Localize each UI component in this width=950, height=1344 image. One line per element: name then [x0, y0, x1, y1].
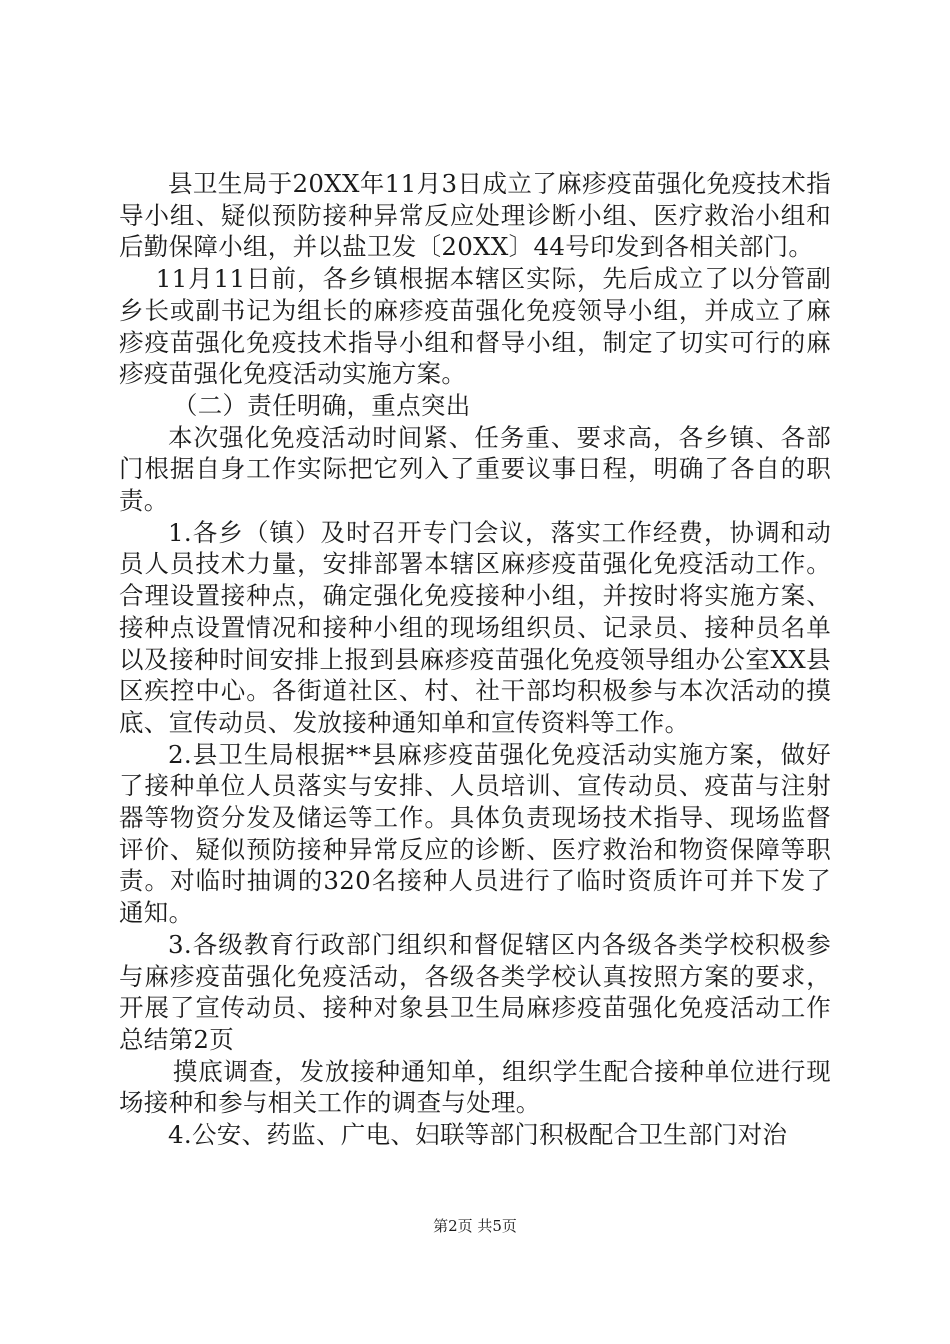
paragraph-item-1: 1.各乡（镇）及时召开专门会议，落实工作经费，协调和动员人员技术力量，安排部署本辖区麻疹疫苗强化免疫活动工作。合理设置接种点，确定强化免疫接种小组，并按时将实施方案、接种点设置情况和接种小组的现场组织员、记录员、接种员名单以及接种时间安排上报到县麻疹疫苗强化免疫领导组办公室XX县区疾控中心。各街道社区、村、社干部均积极参与本次活动的摸底、宣传动员、发放接种通知单和宣传资料等工作。 — [119, 517, 831, 737]
page-number-footer: 第2页 共5页 — [433, 1217, 517, 1235]
paragraph-leading-groups: 县卫生局于20XX年11月3日成立了麻疹疫苗强化免疫技术指导小组、疑似预防接种异常反应处理诊断小组、医疗救治小组和后勤保障小组，并以盐卫发〔20XX〕44号印发到各相关部门。 — [119, 169, 831, 262]
paragraph-item-3-continued: 摸底调查，发放接种通知单，组织学生配合接种单位进行现场接种和参与相关工作的调查与处理。 — [119, 1056, 831, 1118]
paragraph-item-4: 4.公安、药监、广电、妇联等部门积极配合卫生部门对治 — [168, 1120, 788, 1150]
section-heading: （二）责任明确，重点突出 — [172, 390, 471, 420]
paragraph-responsibility-intro: 本次强化免疫活动时间紧、任务重、要求高，各乡镇、各部门根据自身工作实际把它列入了重要议事日程，明确了各自的职责。 — [119, 422, 831, 516]
paragraph-item-3: 3.各级教育行政部门组织和督促辖区内各级各类学校积极参与麻疹疫苗强化免疫活动，各级各类学校认真按照方案的要求，开展了宣传动员、接种对象县卫生局麻疹疫苗强化免疫活动工作总结第2页 — [119, 929, 831, 1054]
document-body — [119, 168, 831, 1151]
paragraph-township-groups: 11月11日前，各乡镇根据本辖区实际，先后成立了以分管副乡长或副书记为组长的麻疹疫苗强化免疫领导小组，并成立了麻疹疫苗强化免疫技术指导小组和督导小组，制定了切实可行的麻疹疫苗强化免疫活动实施方案。 — [119, 264, 831, 389]
paragraph-item-2: 2.县卫生局根据**县麻疹疫苗强化免疫活动实施方案，做好了接种单位人员落实与安排、人员培训、宣传动员、疫苗与注射器等物资分发及储运等工作。具体负责现场技术指导、现场监督评价、疑似预防接种异常反应的诊断、医疗救治和物资保障等职责。对临时抽调的320名接种人员进行了临时资质许可并下发了通知。 — [119, 739, 831, 928]
